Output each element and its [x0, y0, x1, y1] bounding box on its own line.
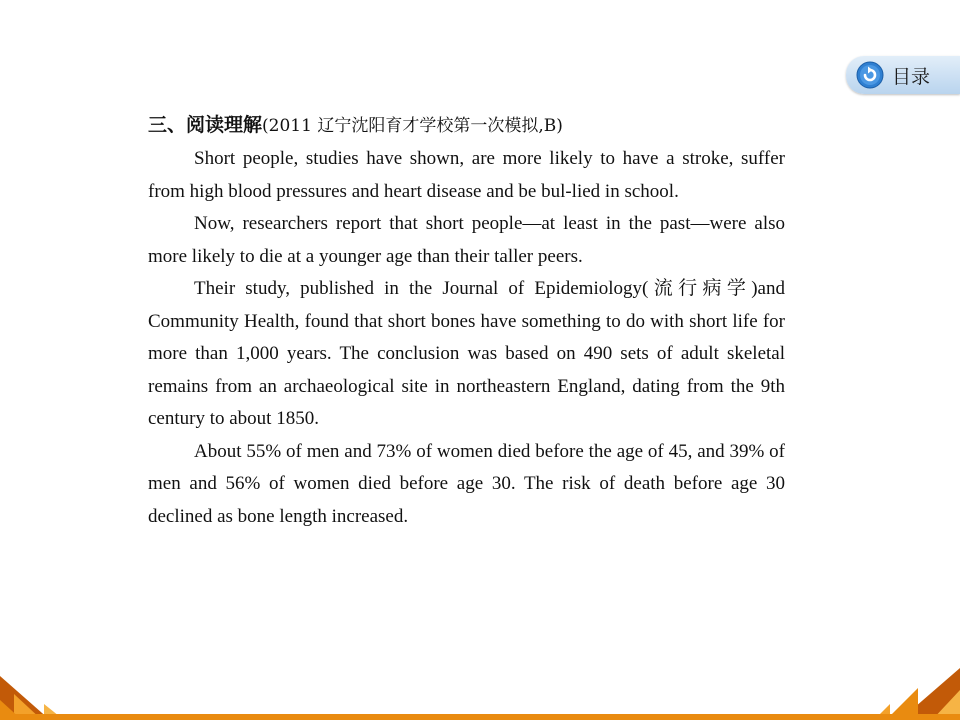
- paragraph-3: Their study, published in the Journal of Epidemiology(流行病学)and Community Health, found that short bones have something to do with short life for more than 1,000 years. The conclusion was based on 490 sets of adult skeletal remains from an archaeological site in northeastern England, dating from the 9th century to about 1850.: [148, 278, 785, 429]
- section-heading: [148, 110, 785, 141]
- section-title: 三、阅读理解: [148, 114, 263, 136]
- refresh-circle-icon: [856, 61, 884, 89]
- paragraph-2: Now, researchers report that short people—at least in the past—were also more likely to die at a younger age than their taller peers.: [148, 213, 785, 267]
- reading-passage: [148, 110, 785, 533]
- bottom-right-triangle-decoration: [860, 664, 960, 720]
- section-source: (2011 辽宁沈阳育才学校第一次模拟,B): [262, 116, 563, 136]
- bottom-left-triangle-decoration: [0, 664, 100, 720]
- toc-label: 目录: [892, 65, 931, 88]
- bottom-accent-line: [0, 714, 960, 720]
- paragraph-4: About 55% of men and 73% of women died before the age of 45, and 39% of men and 56% of women died before age 30. The risk of death before age 30 declined as bone length increased.: [148, 440, 785, 527]
- toc-button[interactable]: [846, 56, 960, 94]
- paragraph-1: Short people, studies have shown, are more likely to have a stroke, suffer from high blood pressures and heart disease and be bul-lied in school.: [148, 148, 785, 202]
